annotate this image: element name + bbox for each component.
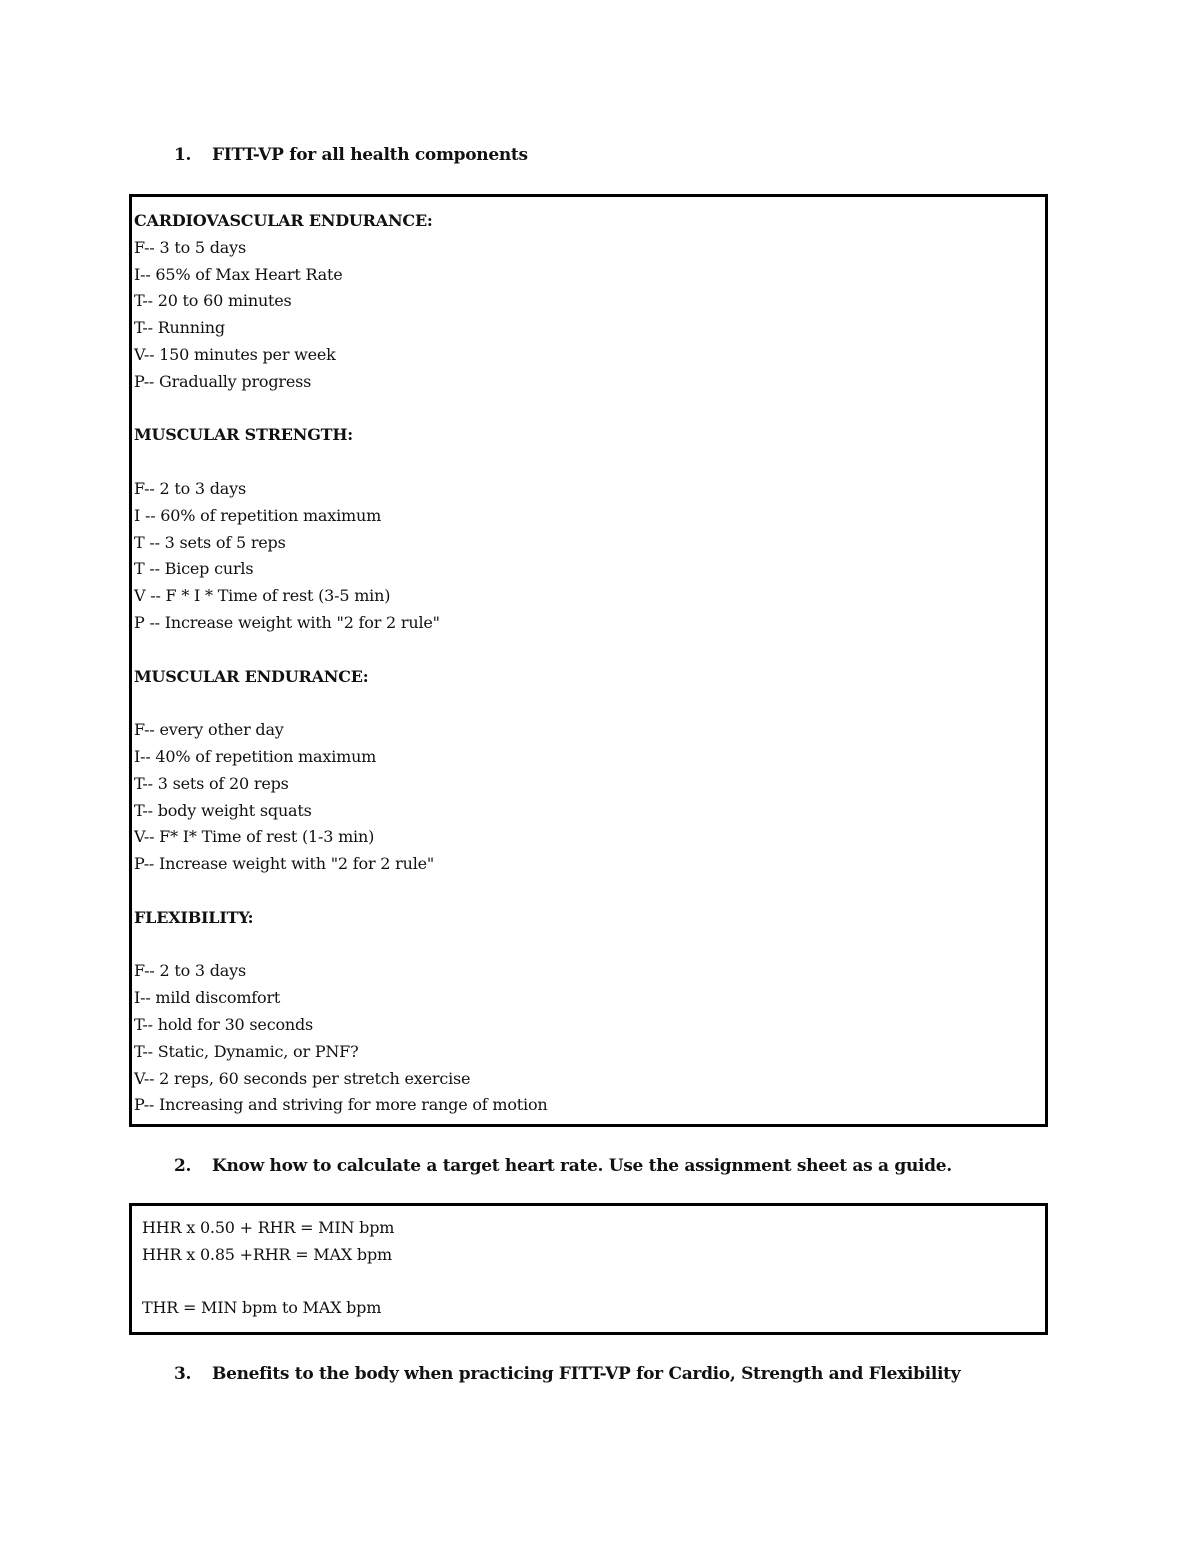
strength-volume: V -- F * I * Time of rest (3-5 min) <box>134 586 391 606</box>
flexibility-frequency: F-- 2 to 3 days <box>134 961 246 981</box>
spacer <box>134 690 547 717</box>
question-1-text: FITT-VP for all health components <box>212 145 528 165</box>
question-3-number: 3. <box>174 1364 192 1384</box>
endurance-intensity: I-- 40% of repetition maximum <box>134 746 377 766</box>
question-1-number: 1. <box>174 145 192 165</box>
spacer <box>142 1269 394 1296</box>
strength-type: T -- Bicep curls <box>134 559 254 579</box>
question-2-number: 2. <box>174 1156 192 1176</box>
cardio-intensity: I-- 65% of Max Heart Rate <box>134 264 343 284</box>
endurance-volume: V-- F* I* Time of rest (1-3 min) <box>134 827 375 847</box>
cardio-time: T-- 20 to 60 minutes <box>134 291 292 311</box>
spacer <box>134 932 547 959</box>
min-bpm-formula: HHR x 0.50 + RHR = MIN bpm <box>142 1218 395 1237</box>
flexibility-progression: P-- Increasing and striving for more range of motion <box>134 1095 548 1115</box>
spacer <box>134 396 547 423</box>
fitt-vp-box <box>129 194 1048 1127</box>
question-2-heading <box>174 1156 952 1176</box>
strength-progression: P -- Increase weight with "2 for 2 rule" <box>134 612 440 632</box>
question-3-heading <box>174 1364 960 1384</box>
endurance-title: MUSCULAR ENDURANCE: <box>134 666 369 686</box>
spacer <box>134 878 547 905</box>
max-bpm-formula: HHR x 0.85 +RHR = MAX bpm <box>142 1244 392 1264</box>
endurance-progression: P-- Increase weight with "2 for 2 rule" <box>134 854 435 874</box>
spacer <box>134 449 547 476</box>
cardio-title: CARDIOVASCULAR ENDURANCE: <box>134 211 433 230</box>
heart-rate-content <box>142 1215 394 1322</box>
flexibility-time: T-- hold for 30 seconds <box>134 1014 314 1034</box>
question-1-heading <box>174 145 528 165</box>
fitt-vp-content <box>134 208 547 1119</box>
strength-intensity: I -- 60% of repetition maximum <box>134 505 382 525</box>
flexibility-volume: V-- 2 reps, 60 seconds per stretch exercise <box>134 1068 471 1088</box>
heart-rate-box <box>129 1203 1048 1335</box>
spacer <box>134 637 547 664</box>
endurance-frequency: F-- every other day <box>134 720 284 740</box>
endurance-time: T-- 3 sets of 20 reps <box>134 773 289 793</box>
cardio-frequency: F-- 3 to 5 days <box>134 237 246 257</box>
cardio-type: T-- Running <box>134 318 225 338</box>
strength-frequency: F-- 2 to 3 days <box>134 478 246 498</box>
cardio-volume: V-- 150 minutes per week <box>134 344 336 364</box>
cardio-progression: P-- Gradually progress <box>134 371 312 391</box>
question-2-text: Know how to calculate a target heart rate. Use the assignment sheet as a guide. <box>212 1156 952 1176</box>
flexibility-title: FLEXIBILITY: <box>134 907 254 927</box>
flexibility-type: T-- Static, Dynamic, or PNF? <box>134 1041 359 1061</box>
question-3-text: Benefits to the body when practicing FITT-VP for Cardio, Strength and Flexibility <box>212 1364 961 1384</box>
endurance-type: T-- body weight squats <box>134 800 312 820</box>
strength-time: T -- 3 sets of 5 reps <box>134 532 286 552</box>
strength-title: MUSCULAR STRENGTH: <box>134 425 354 445</box>
thr-formula: THR = MIN bpm to MAX bpm <box>142 1298 382 1318</box>
flexibility-intensity: I-- mild discomfort <box>134 988 281 1008</box>
